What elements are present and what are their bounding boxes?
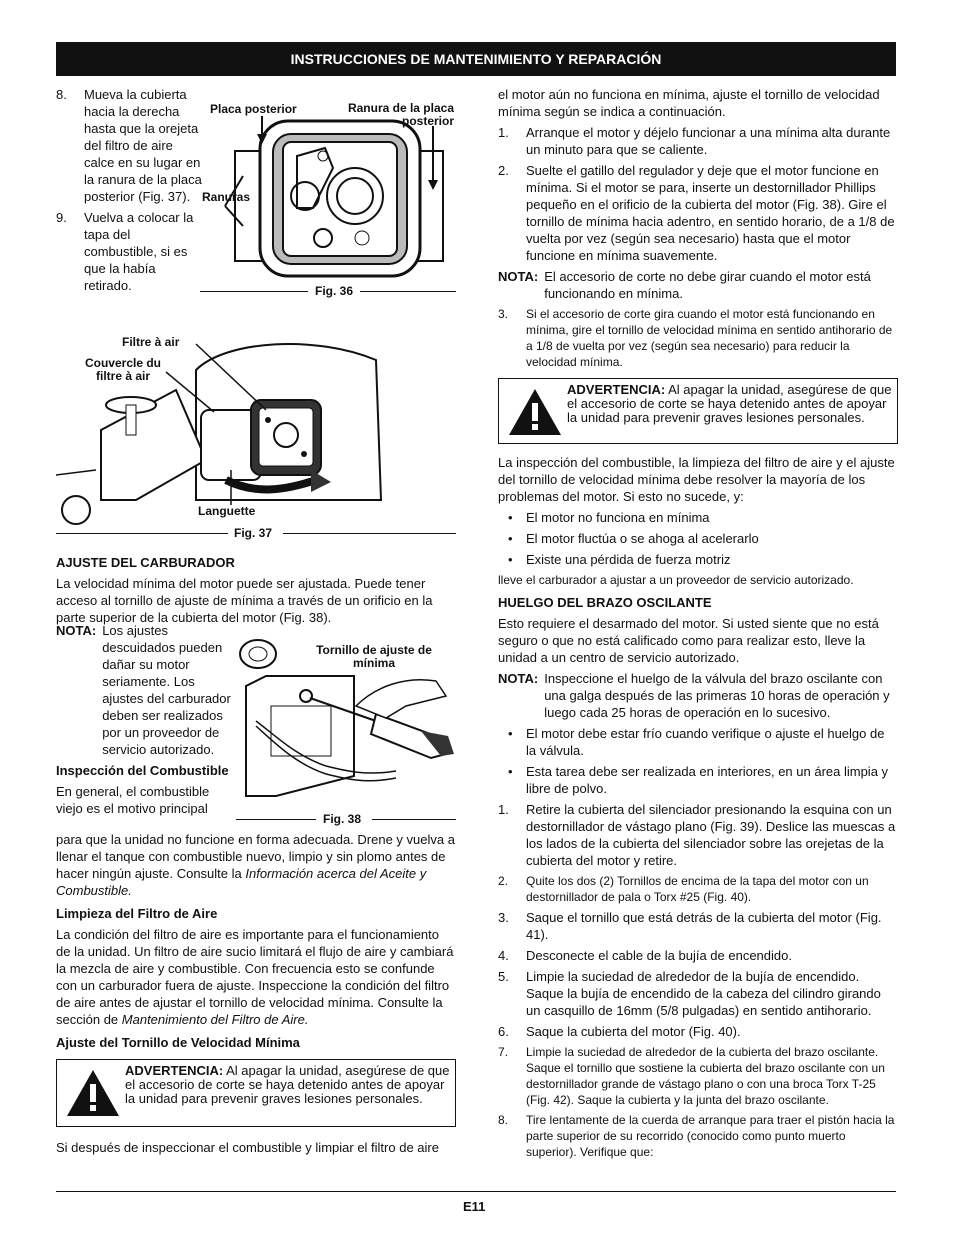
warning-label-right: ADVERTENCIA: [567,382,666,397]
huelgo-step-8: Tire lentamente de la cuerda de arranque para traer el pistón hacia la parte superior de su recorrido (conocido como punto muerto superior). Verifique que: [526,1113,895,1159]
right-bullet-5: Esta tarea debe ser realizada en interiores, en un área limpia y libre de polvo. [526,764,889,796]
right-nota-label: NOTA: [498,269,539,284]
fig36-label-placa: Placa posterior [210,102,297,116]
huelgo-step-6: Saque la cubierta del motor (Fig. 40). [526,1024,741,1039]
right-nota2-text: Inspeccione el huelgo de la válvula del brazo oscilante con una galga después de las primeras 10 horas de operación y luego cada 25 horas de operación en lo sucesivo. [544,671,890,720]
right-step-2: Suelte el gatillo del regulador y deje que el motor funcione en mínima. Si el motor se para, inserte un destornillador Phillips pequeño en el orificio de la cubierta del motor (Fig. 38). Gire el tornillo de mínima hacia adentro, en sentido horario, de a 1/8 de vuelta por vez (según sea necesario) hasta que el motor funcione en mínima suavemente. [526,163,895,263]
left-top-steps: 8. Mueva la cubierta hacia la derecha hasta que la orejeta del filtro de aire calce en su lugar en la ranura de la placa posterior (Fig. 37). 9. Vuelva a colocar la tapa del combustible, si es que la había retirado. [56,87,202,293]
warning-icon [61,1064,125,1122]
fig37-caption-rule-left [56,533,228,534]
warning-text-left: Al apagar la unidad, asegúrese de que el accesorio de corte se haya detenido antes de apoyar la unidad para prevenir graves lesiones personales. [125,1063,450,1106]
footer-rule [56,1191,896,1192]
fig36-label-ranura: Ranura de la placa posterior [347,101,454,128]
limpieza-heading: Limpieza del Filtro de Aire [56,906,218,921]
left-note-column [56,622,232,817]
right-column: el motor aún no funciona en mínima, ajuste el tornillo de velocidad mínima según se indica a continuación. 1. Arranque el motor y déjelo funcionar a una mínima alta durante un minuto para que se caliente. 2. Suelte el gatillo del regulador y deje que el motor funcione en mínima. Si el motor se para, inserte un destornillador Phillips pequeño en el orificio de la cubierta del motor (Fig. 38). Gire el tornillo de mínima hacia adentro, en sentido horario, de a 1/8 de vuelta por vez (según sea necesario) hasta que el motor funcione en mínima suavemente. NOTA: El accesorio de corte no debe girar cuando el motor está funcionando en mínima. 3. Si el accesorio de corte gira cuando el motor está funcionando en mínima, gire el tornillo de velocidad mínima en sentido antihorario de a 1/8 de vuelta por vez (según sea necesario) para reducir la velocidad mínima. ADVERTENCIA: Al apagar la unidad, asegúrese de que el accesorio de corte se haya detenido antes de apoyar la unidad para prevenir graves lesiones personales. La inspección del combustible, la limpieza del filtro de aire y el ajuste del tornillo de velocidad mínima debe resolver la mayoría de los problemas del motor. Si esto no sucede, y: • El motor no funciona en mínima • El motor fluctúa o se ahoga al acelerarlo • Existe una pérdida de fuerza motriz lleve el carburador a ajustar a un proveedor de servicio autorizado. HUELGO DEL BRAZO OSCILANTE Esto requiere el desarmado del motor. Si usted siente que no está seguro o que no está calificado como para realizar esto, lleve la unidad a un centro de servicio autorizado. NOTA: Inspeccione el huelgo de la válvula del brazo oscilante con una galga después de las primeras 10 horas de operación y luego cada 25 horas de operación en lo sucesivo. • El motor debe estar frío cuando verifique o ajuste el huelgo de la válvula. • Esta tarea debe ser realizada en interiores, en un área limpia y libre de polvo. 1. Retire la cubierta del silenciador presionando la esquina con un destornillador de vástago plano (Fig. 39). Deslice las muescas a los lados de la cubierta del silenciador sobre las orejetas de la cubierta del motor y retire. 2. Quite los dos (2) Tornillos de encima de la tapa del motor con un destornillador de pala o Torx #25 (Fig. 40). 3. Saque el tornillo que está detrás de la cubierta del motor (Fig. 41). 4. Desconecte el cable de la bujía de encendido. 5. Limpie la suciedad de alrededor de la bujía de encendido. Saque la bujía de encendido de la cabeza del cilindro girando un casquillo de 16mm (5/8 pulgadas) en sentido antihorario. 6. Saque la cubierta del motor (Fig. 40). 7. Limpie la suciedad de alrededor de la cubierta del brazo oscilante. Saque el tornillo que sostiene la cubierta del brazo oscilante con un destornillador grande de vástago plano o con una broca Torx T-25 (Fig. 42). Saque la cubierta y la junta del brazo oscilante. 8. Tire lentamente de la cuerda de arranque para traer el pistón hacia la parte superior de su recorrido (conocido como punto muerto superior). Verifique que: [498,86,898,1164]
right-lleve: lleve el carburador a ajustar a un proveedor de servicio autorizado. [498,573,854,587]
fig38-label: Tornillo de ajuste de mínima [316,643,432,670]
inspeccion-p1: En general, el combustible viejo es el motivo principal [56,784,210,816]
fig38-caption: Fig. 38 [323,812,362,826]
warning-label-left: ADVERTENCIA: [125,1063,224,1078]
huelgo-step-2: Quite los dos (2) Tornillos de encima de la tapa del motor con un destornillador de pala o Torx #25 (Fig. 40). [526,874,869,904]
page-number: E11 [463,1199,486,1214]
limpieza-ref: Mantenimiento del Filtro de Aire. [121,1012,309,1027]
huelgo-step-3: Saque el tornillo que está detrás de la cubierta del motor (Fig. 41). [526,910,882,942]
huelgo-heading: HUELGO DEL BRAZO OSCILANTE [498,595,712,610]
warning-text-right: Al apagar la unidad, asegúrese de que el accesorio de corte se haya detenido antes de apoyar la unidad para prevenir graves lesiones personales. [567,382,892,425]
ajuste-heading: AJUSTE DEL CARBURADOR [56,555,235,570]
fig37-label-couvercle: Couvercle du filtre à air [84,356,162,383]
huelgo-step-1: Retire la cubierta del silenciador presionando la esquina con un destornillador de vástago plano (Fig. 39). Deslice las muescas a los lados de la cubierta del silenciador sobre las orejetas de la cubierta del motor y retire. [526,802,896,868]
fig36-label-ranuras: Ranuras [202,190,251,204]
fig37-label-filtre: Filtre à air [122,335,180,349]
limpieza-paragraph: La condición del filtro de aire es importante para el funcionamiento de la unidad. Un filtro de aire sucio limitará el flujo de aire y cambiará la mezcla de aire y combustible. Con frecuencia esto se confunde con un carburador fuera de ajuste. Inspeccione la condición del filtro de aire antes de ajustar el tornillo de velocidad mínima. Consulte la sección de [56,927,454,1027]
huelgo-step-4: Desconecte el cable de la bujía de encendido. [526,948,792,963]
right-step-3: Si el accesorio de corte gira cuando el motor está funcionando en mínima, gire el tornillo de velocidad mínima en sentido antihorario de a 1/8 de vuelta por vez (según sea necesario) para reducir la velocidad mínima. [526,307,893,369]
fig36-caption: Fig. 36 [315,284,354,298]
warning-box-right [498,378,898,444]
right-bullet-2: El motor fluctúa o se ahoga al acelerarlo [526,531,759,546]
huelgo-step-5: Limpie la suciedad de alrededor de la bujía de encendido. Saque la bujía de encendido de la cabeza del cilindro girando un casquillo de 16mm (5/8 pulgadas) en sentido antihorario. [526,969,881,1018]
nota-text: Los ajustes descuidados pueden dañar su motor seriamente. Los ajustes del carburador deben ser realizados por un proveedor de servicio autorizado. [102,623,231,757]
fig36-caption-rule-right [360,291,456,292]
fig37-caption-rule-right [283,533,456,534]
huelgo-step-7: Limpie la suciedad de alrededor de la cubierta del brazo oscilante. Saque el tornillo que sostiene la cubierta del brazo oscilante con un destornillador grande de vástago plano o con una broca Torx T-25 (Fig. 42). Saque la cubierta y la junta del brazo oscilante. [526,1045,885,1107]
right-nota2-label: NOTA: [498,671,539,686]
tornillo-heading: Ajuste del Tornillo de Velocidad Mínima [56,1035,300,1050]
step-8: Mueva la cubierta hacia la derecha hasta que la orejeta del filtro de aire calce en su lugar en la ranura de la placa posterior (Fig. 37). [84,87,202,204]
inspeccion-heading: Inspección del Combustible [56,763,229,778]
fig37-label-languette: Languette [198,504,256,518]
inspeccion-ref: Información acerca del Aceite y Combustible. [56,866,427,898]
right-bullet-3: Existe una pérdida de fuerza motriz [526,552,731,567]
fig38-caption-rule-left [236,819,316,820]
left-last-paragraph: Si después de inspeccionar el combustible y limpiar el filtro de aire [56,1140,439,1155]
inspeccion-p2: para que la unidad no funcione en forma adecuada. Drene y vuelva a llenar el tanque con combustible nuevo, limpio y sin plomo antes de hacer ningún ajuste. Consulte la [56,832,455,881]
right-intro: el motor aún no funciona en mínima, ajuste el tornillo de velocidad mínima según se indica a continuación. [498,87,880,119]
right-bullet-1: El motor no funciona en mínima [526,510,710,525]
right-bullet-4: El motor debe estar frío cuando verifique o ajuste el huelgo de la válvula. [526,726,885,758]
ajuste-paragraph: La velocidad mínima del motor puede ser ajustada. Puede tener acceso al tornillo de ajuste de mínima a través de un orificio en la parte superior de la cubierta del motor (Fig. 38). [56,576,433,625]
left-bottom-column [56,831,456,1160]
warning-box-left [56,1059,456,1127]
fig38-caption-rule-right [372,819,456,820]
section-header: INSTRUCCIONES DE MANTENIMIENTO Y REPARACIÓN [56,42,896,76]
left-lower-column [56,548,456,630]
huelgo-paragraph: Esto requiere el desarmado del motor. Si usted siente que no está seguro o que no está calificado como para realizar esto, lleve la unidad a un centro de servicio autorizado. [498,616,879,665]
warning-icon-right [503,383,567,439]
step-9: Vuelva a colocar la tapa del combustible, si es que la había retirado. [84,210,194,293]
right-step-1: Arranque el motor y déjelo funcionar a una mínima alta durante un minuto para que se caliente. [526,125,891,157]
right-inspeccion: La inspección del combustible, la limpieza del filtro de aire y el ajuste del tornillo de velocidad mínima debe resolver la mayoría de los problemas del motor. Si esto no sucede, y: [498,455,895,504]
right-nota-text: El accesorio de corte no debe girar cuando el motor está funcionando en mínima. [544,269,871,301]
nota-label: NOTA: [56,623,97,638]
fig36-caption-rule-left [200,291,308,292]
fig37-caption: Fig. 37 [234,526,273,540]
